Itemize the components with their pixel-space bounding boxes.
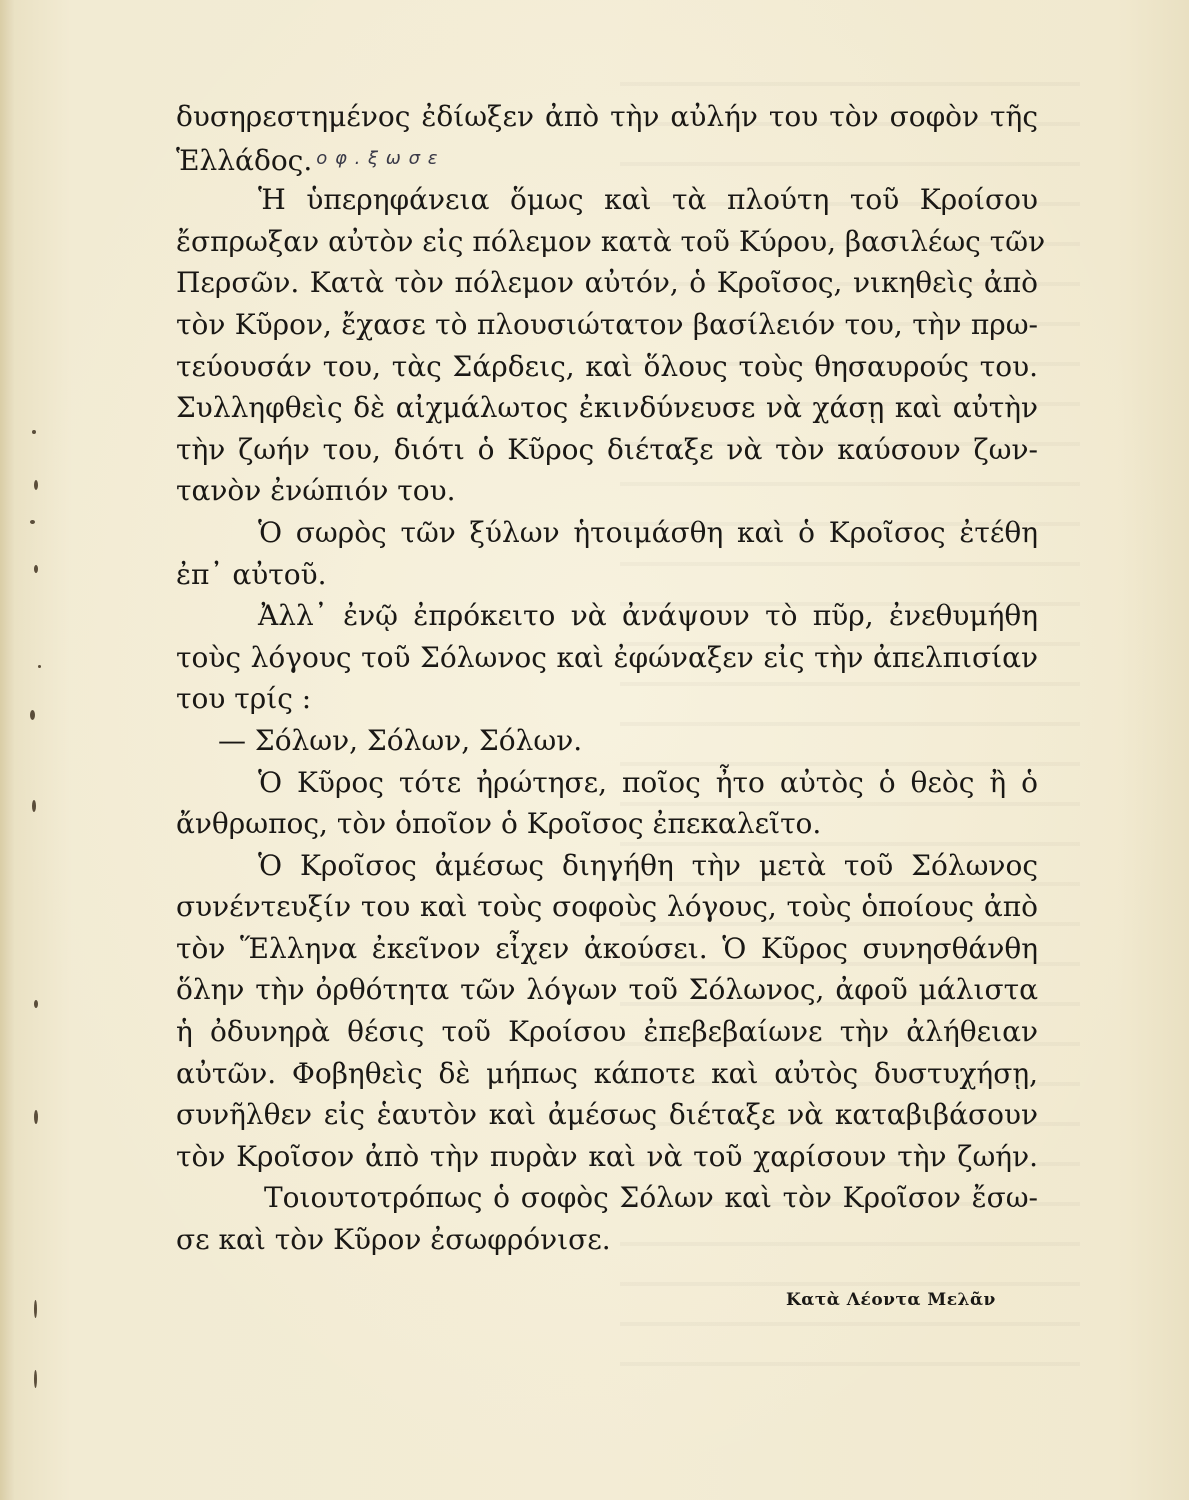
dialogue-line: — Σόλων, Σόλων, Σόλων. [218, 723, 583, 757]
margin-mark [34, 1300, 37, 1318]
text-line: τανὸν ἐνώπιόν του. [176, 474, 456, 508]
text-line: συνῆλθεν εἰς ἑαυτὸν καὶ ἀμέσως διέταξε νὰ καταβιβάσουν [176, 1098, 1038, 1132]
margin-mark [32, 430, 36, 434]
text-line: τὸν Κῦρον, ἔχασε τὸ πλουσιώτατον βασίλειόν του, τὴν πρω- [176, 307, 1038, 341]
text-line: του τρίς : [176, 682, 312, 716]
margin-mark [34, 480, 38, 490]
margin-mark [32, 800, 36, 812]
text-line: ἔσπρωξαν αὐτὸν εἰς πόλεμον κατὰ τοῦ Κύρου, βασιλέως τῶν [176, 224, 1046, 258]
text-line: Ὁ Κροῖσος ἀμέσως διηγήθη τὴν μετὰ τοῦ Σόλωνος [258, 848, 1038, 882]
text-line: Τοιουτοτρόπως ὁ σοφὸς Σόλων καὶ τὸν Κροῖσον ἔσω- [264, 1181, 1038, 1215]
text-line: αὐτῶν. Φοβηθεὶς δὲ μήπως κάποτε καὶ αὐτὸς δυστυχήσῃ, [176, 1056, 1038, 1090]
body-text [176, 96, 1046, 1261]
text-line: τὸν Κροῖσον ἀπὸ τὴν πυρὰν καὶ νὰ τοῦ χαρίσουν τὴν ζωήν. [176, 1139, 1038, 1173]
text-line: Συλληφθεὶς δὲ αἰχμάλωτος ἐκινδύνευσε νὰ χάσῃ καὶ αὐτὴν [176, 391, 1038, 425]
text-line: σε καὶ τὸν Κῦρον ἐσωφρόνισε. [176, 1223, 611, 1257]
margin-mark [30, 710, 35, 720]
text-line: ἐπ᾿ αὐτοῦ. [176, 557, 327, 591]
text-line: Ὁ Κῦρος τότε ἠρώτησε, ποῖος ἦτο αὐτὸς ὁ θεὸς ἢ ὁ [258, 765, 1038, 799]
text-line: ἄνθρωπος, τὸν ὁποῖον ὁ Κροῖσος ἐπεκαλεῖτο. [176, 807, 822, 841]
text-line: Περσῶν. Κατὰ τὸν πόλεμον αὐτόν, ὁ Κροῖσος, νικηθεὶς ἀπὸ [176, 266, 1038, 300]
text-line: τὸν Ἕλληνα ἐκεῖνον εἶχεν ἀκούσει. Ὁ Κῦρος συνησθάνθη [176, 931, 1038, 965]
text-line: Ἀλλ᾿ ἐνῷ ἐπρόκειτο νὰ ἀνάψουν τὸ πῦρ, ἐνεθυμήθη [258, 599, 1038, 633]
text-line: τεύουσάν του, τὰς Σάρδεις, καὶ ὅλους τοὺς θησαυρούς του. [176, 349, 1038, 383]
text-line: δυσηρεστημένος ἐδίωξεν ἀπὸ τὴν αὐλήν του τὸν σοφὸν τῆς [176, 100, 1038, 133]
margin-mark [30, 520, 35, 524]
attribution: Κατὰ Λέοντα Μελᾶν [786, 1290, 996, 1310]
margin-mark [34, 1000, 38, 1008]
margin-mark [34, 1370, 37, 1388]
text-line: Ἑλλάδος. [176, 143, 313, 177]
text-line: τοὺς λόγους τοῦ Σόλωνος καὶ ἐφώναξεν εἰς τὴν ἀπελπισίαν [176, 640, 1038, 674]
margin-mark [34, 1110, 38, 1124]
handwritten-note: ο φ . ξ ω σ ε [316, 147, 439, 169]
text-line: ἡ ὀδυνηρὰ θέσις τοῦ Κροίσου ἐπεβεβαίωνε τὴν ἀλήθειαν [176, 1015, 1038, 1049]
margin-mark [34, 565, 38, 573]
text-line: Ἡ ὑπερηφάνεια ὅμως καὶ τὰ πλούτη τοῦ Κροίσου [258, 183, 1038, 217]
text-line: ὅλην τὴν ὀρθότητα τῶν λόγων τοῦ Σόλωνος, ἀφοῦ μάλιστα [176, 973, 1038, 1007]
text-line: Ὁ σωρὸς τῶν ξύλων ἡτοιμάσθη καὶ ὁ Κροῖσος ἐτέθη [258, 515, 1038, 549]
margin-mark [38, 665, 41, 668]
text-line-with-note [176, 138, 1038, 180]
text-line: τὴν ζωήν του, διότι ὁ Κῦρος διέταξε νὰ τὸν καύσουν ζων- [176, 432, 1038, 466]
text-line: συνέντευξίν του καὶ τοὺς σοφοὺς λόγους, τοὺς ὁποίους ἀπὸ [176, 890, 1038, 924]
margin-marks [12, 420, 52, 1460]
